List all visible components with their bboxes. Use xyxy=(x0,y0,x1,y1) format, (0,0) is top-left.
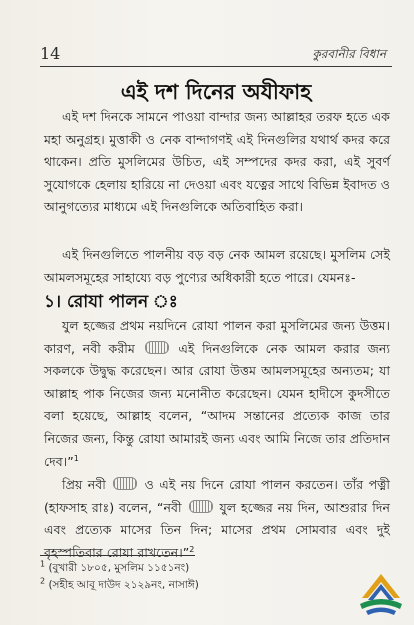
paragraph-fasting xyxy=(44,315,390,473)
header-rule xyxy=(40,66,392,67)
paragraph-text: যুল হজ্জের নয় দিন, আশুরার দিন এবং প্রত্যেক মাসের তিন দিন; মাসের প্রথম সোমবার এবং দুই বৃহস্পতিবার রোযা রাখতেন।” xyxy=(44,499,390,560)
footnote-text: (বুখারী ১৮০৫, মুসলিম ১১৫১নং) xyxy=(48,562,190,574)
footnote-marker: 1 xyxy=(73,453,79,463)
paragraph-prophet-fasting xyxy=(44,474,390,564)
footnote-2 xyxy=(40,577,340,594)
footnote-mark: 1 xyxy=(40,559,46,569)
paragraph-text: প্রিয় নবী xyxy=(62,477,106,492)
footnote-rule xyxy=(40,555,195,556)
footnote-1 xyxy=(40,560,340,577)
page-number: 14 xyxy=(40,44,61,63)
paragraph-intro: এই দশ দিনকে সামনে পাওয়া বান্দার জন্য আল্লাহর তরফ হতে এক মহা অনুগ্রহ। মুত্তাকী ও নেক বান্দাগণই এই দিনগুলির যথার্থ কদর করে থাকেন। প্রতি মুসলিমের উচিত, এই সম্পদের কদর করা, এই সুবর্ণ সুযোগকে হেলায় হারিয়ে না দেওয়া এবং যত্নের সাথে বিভিন্ন ইবাদত ও আনুগত্যের মাধ্যমে এই দিনগুলিকে অতিবাহিত করা। xyxy=(44,109,390,215)
seal-icon xyxy=(145,341,169,354)
chapter-title: এই দশ দিনের অযীফাহ xyxy=(120,80,312,104)
publisher-logo xyxy=(354,568,408,620)
paragraph-text: যুল হজ্জের প্রথম নয়দিনে রোযা পালন করা মুসলিমের জন্য উত্তম। কারণ, নবী করীম xyxy=(44,318,390,356)
footnotes xyxy=(40,560,340,594)
running-title: কুরবানীর বিধান xyxy=(312,47,386,61)
paragraph-text: ও এই নয় দিনে রোযা পালন করতেন। তাঁর পত্নী (হাফসাহ রাঃ) বলেন, “নবী xyxy=(44,477,390,515)
seal-icon xyxy=(113,477,137,490)
footnote-text: (সহীহ আবূ দাউদ ২১২৯নং, নাসাঈ) xyxy=(48,579,199,591)
paragraph-text: এই দিনগুলিকে নেক আমল করার জন্য সকলকে উদ্বুদ্ধ করেছেন। আর রোযা উত্তম আমলসমূহের অন্যতম; যা আল্লাহ পাক নিজের জন্য মনোনীত করেছেন। যেমন হাদীসে কুদসীতে বলা হয়েছে, আল্লাহ বলেন, “আদম সন্তানের প্রত্যেক কাজ তার নিজের জন্য, কিন্তু রোযা আমারই জন্য এবং আমি নিজে তার প্রতিদান দেব।” xyxy=(44,340,391,469)
section-heading-fasting: ১। রোযা পালন ঃ xyxy=(44,292,178,312)
seal-icon xyxy=(189,500,213,513)
footnote-marker: 2 xyxy=(189,544,195,554)
page-header xyxy=(40,44,392,66)
footnote-mark: 2 xyxy=(40,576,46,586)
paragraph-deeds: এই দিনগুলিতে পালনীয় বড় বড় নেক আমল রয়েছে। মুসলিম সেই আমলসমূহের সাহায্যে বড় পুণ্যের অধিকারী হতে পারে। যেমনঃ- xyxy=(44,247,390,285)
